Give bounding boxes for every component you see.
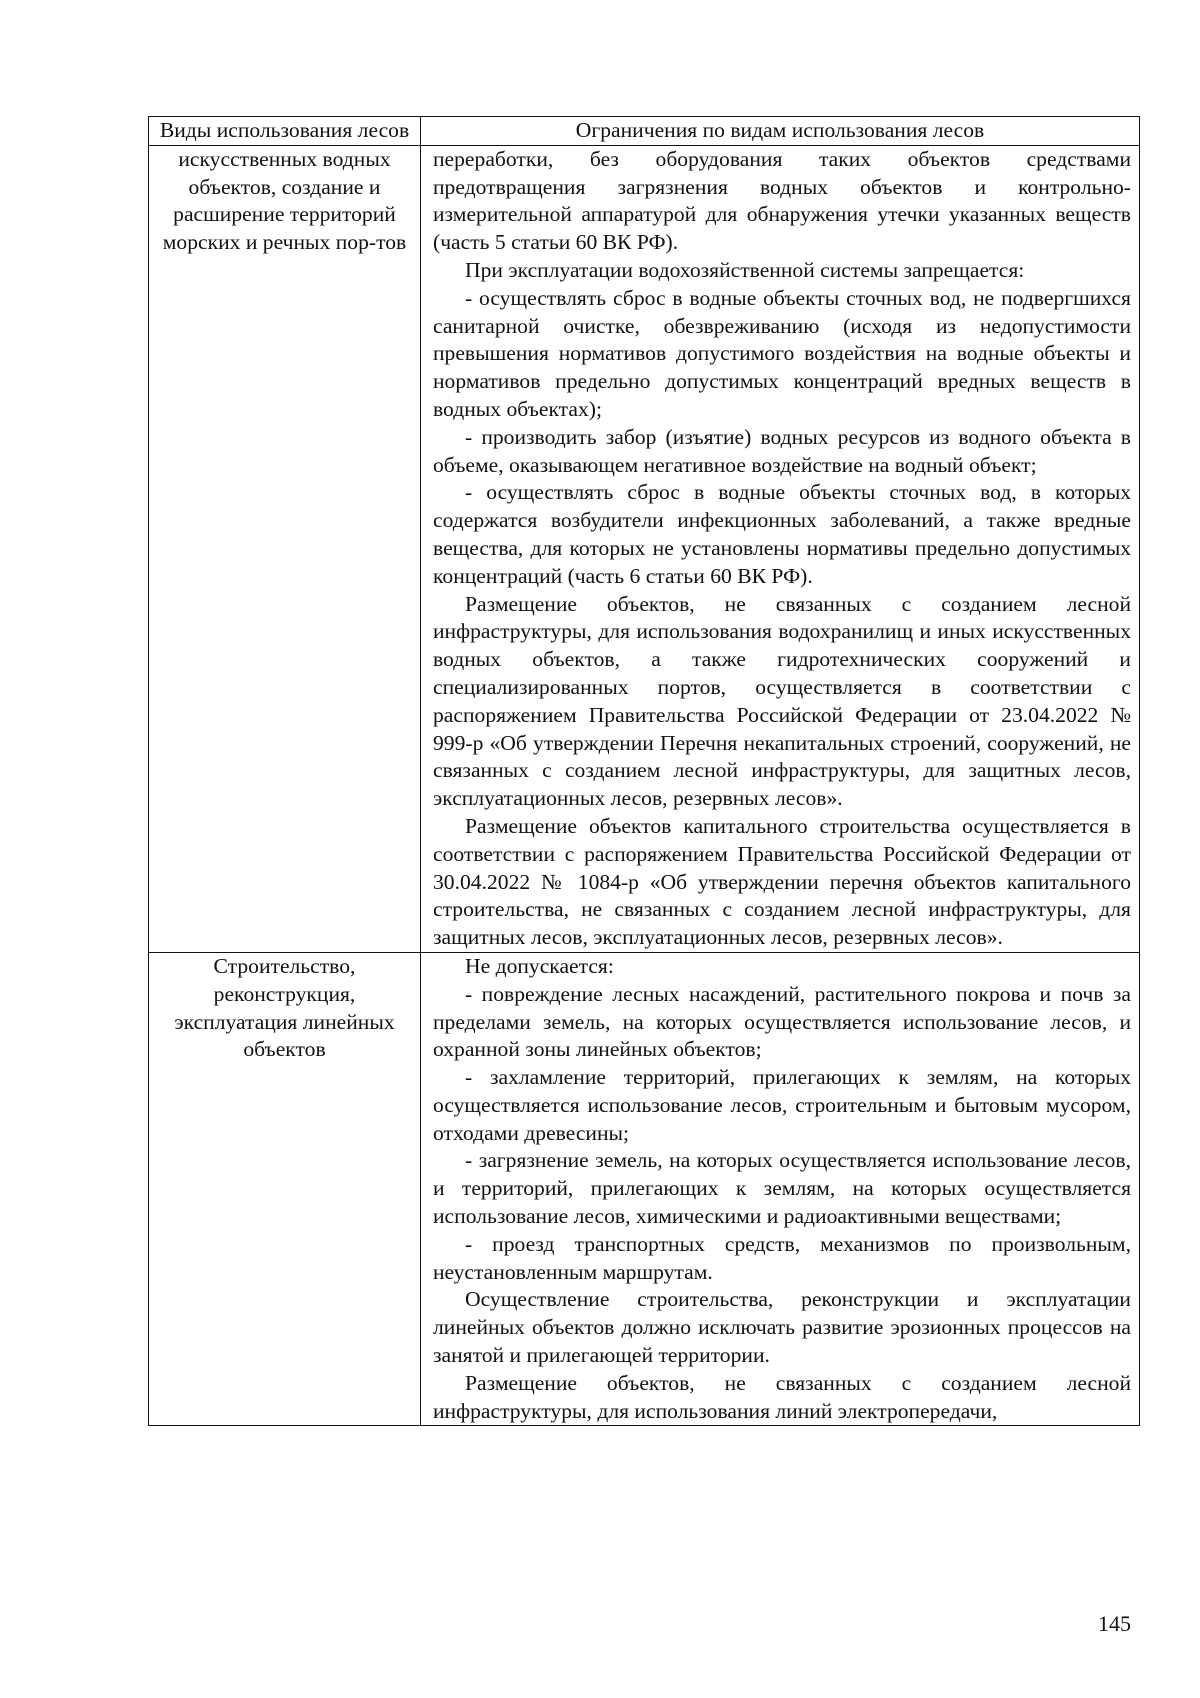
restriction-paragraph: - захламление территорий, прилегающих к землям, на которых осуществляется использование лесов, строительным и бытовым мусором, отходами древесины; bbox=[433, 1065, 1131, 1145]
header-forest-use-types: Виды использования лесов bbox=[149, 117, 421, 146]
restrictions-cell bbox=[421, 952, 1140, 1426]
restriction-paragraph: Размещение объектов, не связанных с созданием лесной инфраструктуры, для использования водохранилищ и иных искусственных водных объектов, а также гидротехнических сооружений и специализированных портов, осуществляется в соответствии с распоряжением Правительства Российской Федерации от 23.04.2022 № 999-р «Об утверждении Перечня некапитальных строений, сооружений, не связанных с созданием лесной инфраструктуры, для защитных лесов, эксплуатационных лесов, резервных лесов». bbox=[433, 591, 1131, 811]
forest-use-restrictions-table bbox=[148, 116, 1140, 1426]
restriction-paragraph: - повреждение лесных насаждений, растительного покрова и почв за пределами земель, на которых осуществляется использование лесов, и охранной зоны линейных объектов; bbox=[433, 981, 1131, 1062]
restriction-paragraph: - загрязнение земель, на которых осуществляется использование лесов, и территорий, прилегающих к землям, на которых осуществляется использование лесов, химическими и радиоактивными веществами; bbox=[433, 1148, 1131, 1229]
restriction-paragraph: переработки, без оборудования таких объектов средствами предотвращения загрязнения водных объектов и контрольно-измерительной аппаратурой для обнаружения утечки указанных веществ (часть 5 статьи 60 ВК РФ). bbox=[433, 146, 1131, 255]
restriction-paragraph: Не допускается: bbox=[465, 953, 614, 978]
restriction-paragraph: - осуществлять сброс в водные объекты сточных вод, не подвергшихся санитарной очистке, обезвреживанию (исходя из недопустимости превышения нормативов допустимого воздействия на водные объекты и нормативов предельно допустимых концентраций вредных веществ в водных объектах); bbox=[433, 285, 1131, 421]
header-restrictions: Ограничения по видам использования лесов bbox=[421, 117, 1140, 146]
table-header-row bbox=[149, 117, 1140, 146]
forest-use-kind-cell: Строительство, реконструкция, эксплуатация линейных объектов bbox=[149, 952, 421, 1426]
restriction-paragraph: При эксплуатации водохозяйственной системы запрещается: bbox=[465, 257, 1025, 282]
restriction-paragraph: - проезд транспортных средств, механизмов по произвольным, неустановленным маршрутам. bbox=[433, 1231, 1131, 1284]
table-row bbox=[149, 952, 1140, 1426]
restrictions-cell bbox=[421, 145, 1140, 952]
restriction-paragraph: - осуществлять сброс в водные объекты сточных вод, в которых содержатся возбудители инфекционных заболеваний, а также вредные вещества, для которых не установлены нормативы предельно допустимых концентраций (часть 6 статьи 60 ВК РФ). bbox=[433, 480, 1131, 588]
restriction-paragraph: Размещение объектов, не связанных с созданием лесной инфраструктуры, для использования линий электропередачи, bbox=[433, 1370, 1131, 1423]
page-number: 145 bbox=[1098, 1611, 1131, 1636]
table-row bbox=[149, 145, 1140, 952]
restriction-paragraph: Осуществление строительства, реконструкции и эксплуатации линейных объектов должно исключать развитие эрозионных процессов на занятой и прилегающей территории. bbox=[433, 1287, 1131, 1368]
restriction-paragraph: - производить забор (изъятие) водных ресурсов из водного объекта в объеме, оказывающем негативное воздействие на водный объект; bbox=[433, 424, 1131, 477]
forest-use-kind-cell: искусственных водных объектов, создание и расширение территорий морских и речных пор-тов bbox=[149, 145, 421, 952]
restriction-paragraph: Размещение объектов капитального строительства осуществляется в соответствии с распоряжением Правительства Российской Федерации от 30.04.2022 № 1084-р «Об утверждении перечня объектов капитального строительства, не связанных с созданием лесной инфраструктуры, для защитных лесов, эксплуатационных лесов, резервных лесов». bbox=[433, 813, 1131, 950]
